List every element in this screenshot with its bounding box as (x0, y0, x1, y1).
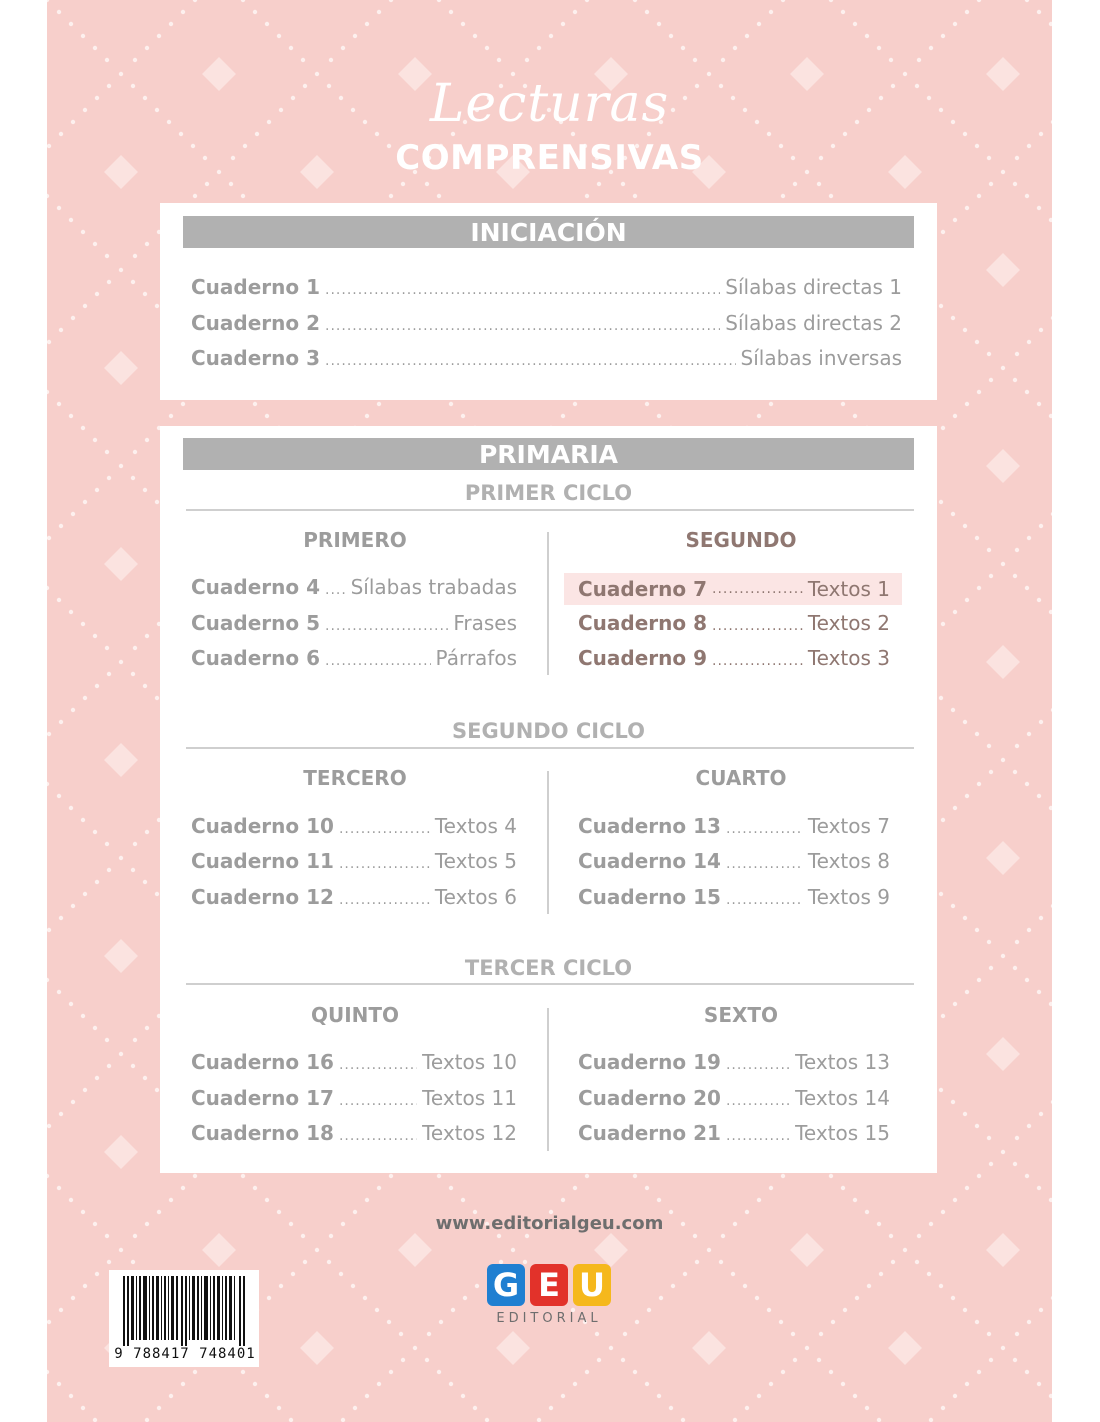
cuaderno-topic: Textos 15 (795, 1121, 890, 1145)
logo-subtitle: EDITORIAL (496, 1311, 602, 1326)
list-item (578, 1086, 890, 1116)
cuaderno-name: Cuaderno 9 (578, 646, 708, 670)
primaria-panel (160, 426, 937, 1173)
cuaderno-name: Cuaderno 14 (578, 849, 721, 873)
cycle-title: TERCER CICLO (464, 956, 633, 980)
cuaderno-topic: Textos 12 (422, 1121, 517, 1145)
list-item (578, 849, 890, 879)
logo-letter: G (487, 1264, 525, 1306)
cuaderno-topic: Textos 13 (795, 1050, 890, 1074)
cuaderno-topic: Textos 3 (807, 646, 890, 670)
primaria-heading: PRIMARIA (183, 438, 914, 470)
cuaderno-name: Cuaderno 13 (578, 814, 721, 838)
list-item (578, 885, 890, 915)
list-item (191, 885, 517, 915)
dot-leader (325, 353, 736, 369)
column-divider (547, 771, 549, 914)
cuaderno-name: Cuaderno 15 (578, 885, 721, 909)
dot-leader (726, 1093, 790, 1109)
cuaderno-name: Cuaderno 12 (191, 885, 334, 909)
list-item (578, 814, 890, 844)
cuaderno-name: Cuaderno 17 (191, 1086, 334, 1110)
list-item (191, 575, 517, 605)
list-item (191, 311, 902, 341)
dot-leader (325, 618, 448, 634)
dot-leader (712, 618, 803, 634)
iniciacion-panel (160, 203, 937, 400)
list-item-highlighted (564, 573, 902, 605)
cycle-title: PRIMER CICLO (464, 481, 633, 505)
dot-leader (712, 581, 803, 597)
cuaderno-topic: Textos 1 (807, 577, 890, 601)
cuaderno-topic: Sílabas directas 1 (725, 275, 902, 299)
dot-leader (726, 1128, 790, 1144)
cuaderno-topic: Textos 8 (807, 849, 890, 873)
cuaderno-name: Cuaderno 8 (578, 611, 708, 635)
cuaderno-name: Cuaderno 2 (191, 311, 321, 335)
dot-leader (726, 892, 803, 908)
cycle-divider (186, 747, 914, 749)
cuaderno-topic: Textos 7 (807, 814, 890, 838)
list-item (578, 646, 890, 676)
list-item (191, 275, 902, 305)
cuaderno-topic: Textos 11 (422, 1086, 517, 1110)
logo-letter: E (530, 1264, 568, 1306)
column-heading: PRIMERO (303, 528, 407, 552)
list-item (191, 646, 517, 676)
cuaderno-topic: Textos 14 (795, 1086, 890, 1110)
dot-leader (325, 318, 720, 334)
list-item (191, 1086, 517, 1116)
back-cover (47, 0, 1052, 1422)
cuaderno-topic: Textos 6 (434, 885, 517, 909)
list-item (191, 1121, 517, 1151)
dot-leader (339, 1093, 417, 1109)
title-bold: COMPRENSIVAS (395, 138, 704, 178)
list-item (191, 1050, 517, 1080)
column-divider (547, 532, 549, 675)
title-script: Lecturas (429, 74, 670, 134)
dot-leader (712, 653, 803, 669)
cuaderno-name: Cuaderno 20 (578, 1086, 721, 1110)
cuaderno-topic: Sílabas trabadas (350, 575, 517, 599)
iniciacion-heading: INICIACIÓN (183, 216, 914, 248)
column-heading: SEXTO (703, 1003, 779, 1027)
cuaderno-topic: Sílabas inversas (740, 346, 902, 370)
cuaderno-name: Cuaderno 7 (578, 577, 708, 601)
dot-leader (339, 856, 430, 872)
cuaderno-name: Cuaderno 18 (191, 1121, 334, 1145)
cuaderno-topic: Textos 2 (807, 611, 890, 635)
dot-leader (339, 821, 430, 837)
isbn-number: 9 788417 748401 (114, 1346, 256, 1362)
cycle-title: SEGUNDO CICLO (451, 719, 646, 743)
cuaderno-name: Cuaderno 11 (191, 849, 334, 873)
cuaderno-topic: Sílabas directas 2 (725, 311, 902, 335)
cycle-divider (186, 983, 914, 985)
cuaderno-topic: Textos 5 (434, 849, 517, 873)
list-item (191, 849, 517, 879)
logo-letter: U (573, 1264, 611, 1306)
cuaderno-topic: Párrafos (435, 646, 517, 670)
column-heading: QUINTO (310, 1003, 400, 1027)
geu-logo (487, 1264, 611, 1330)
list-item (191, 814, 517, 844)
cuaderno-topic: Textos 9 (807, 885, 890, 909)
list-item (578, 611, 890, 641)
publisher-url[interactable]: www.editorialgeu.com (435, 1213, 664, 1234)
cuaderno-name: Cuaderno 5 (191, 611, 321, 635)
column-heading: CUARTO (695, 766, 787, 790)
cuaderno-name: Cuaderno 1 (191, 275, 321, 299)
dot-leader (325, 282, 720, 298)
dot-leader (726, 821, 803, 837)
dot-leader (339, 1128, 417, 1144)
cycle-divider (186, 509, 914, 511)
cuaderno-topic: Textos 10 (422, 1050, 517, 1074)
dot-leader (726, 1057, 790, 1073)
dot-leader (339, 1057, 417, 1073)
cuaderno-name: Cuaderno 4 (191, 575, 321, 599)
dot-leader (726, 856, 803, 872)
cuaderno-topic: Textos 4 (434, 814, 517, 838)
cuaderno-name: Cuaderno 6 (191, 646, 321, 670)
cuaderno-name: Cuaderno 19 (578, 1050, 721, 1074)
dot-leader (325, 653, 431, 669)
barcode (109, 1270, 259, 1367)
barcode-bars (115, 1276, 253, 1346)
cuaderno-name: Cuaderno 16 (191, 1050, 334, 1074)
dot-leader (339, 892, 430, 908)
cuaderno-name: Cuaderno 3 (191, 346, 321, 370)
list-item (191, 611, 517, 641)
list-item (191, 346, 902, 376)
cuaderno-name: Cuaderno 10 (191, 814, 334, 838)
column-heading: SEGUNDO (685, 528, 797, 552)
list-item (578, 1121, 890, 1151)
column-divider (547, 1008, 549, 1151)
cuaderno-name: Cuaderno 21 (578, 1121, 721, 1145)
column-heading: TERCERO (303, 766, 407, 790)
dot-leader (325, 582, 346, 598)
list-item (578, 1050, 890, 1080)
cuaderno-topic: Frases (453, 611, 517, 635)
